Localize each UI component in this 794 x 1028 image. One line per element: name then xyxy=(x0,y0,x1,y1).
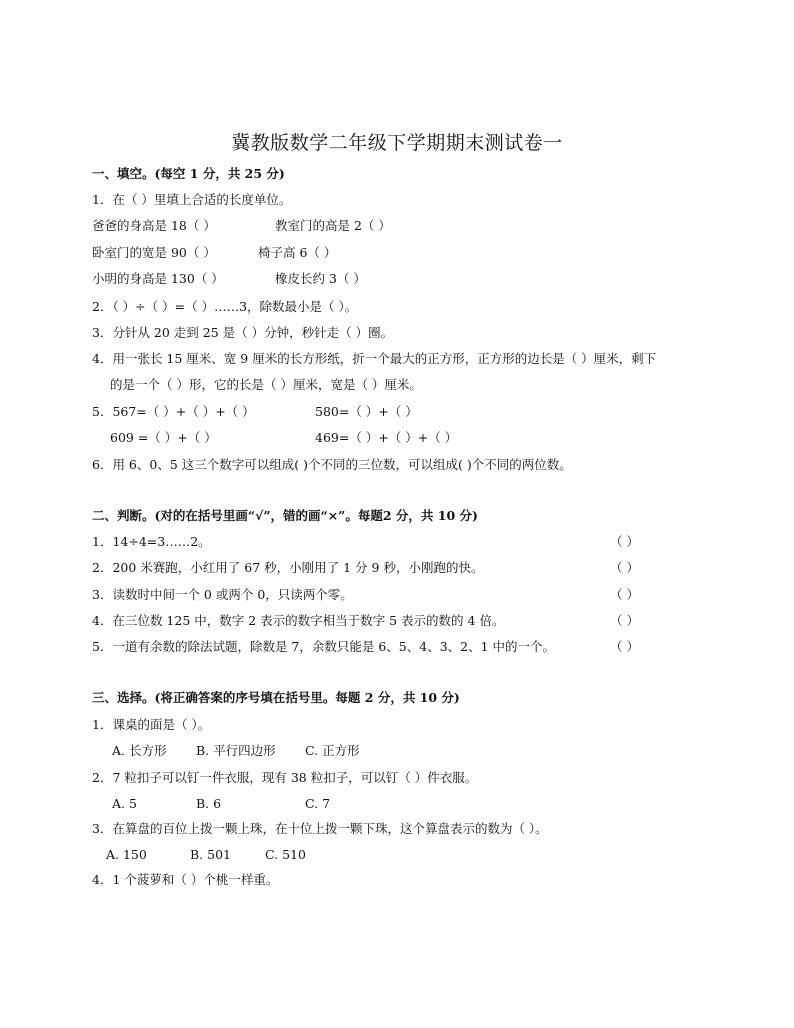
answer-parens: （ ） xyxy=(610,639,639,654)
s1-question-4-line2: 的是一个（ ）形，它的长是（ ）厘米，宽是（ ）厘米。 xyxy=(110,377,422,392)
s2-statement: 4．在三位数 125 中，数字 2 表示的数字相当于数字 5 表示的数的 4 倍。 xyxy=(92,613,505,628)
s1-question-1: 1．在（ ）里填上合适的长度单位。 xyxy=(92,192,292,207)
s1-question-6: 6．用 6、0、5 这三个数字可以组成( )个不同的三位数，可以组成( )个不同的两位数。 xyxy=(92,457,572,472)
s1-q1-item: 椅子高 6（ ） xyxy=(258,245,337,260)
section1-heading: 一、填空。(每空 1 分，共 25 分) xyxy=(92,166,285,181)
s2-statement: 3．读数时中间一个 0 或两个 0，只读两个零。 xyxy=(92,587,353,602)
section3-heading: 三、选择。(将正确答案的序号填在括号里。每题 2 分，共 10 分) xyxy=(92,690,460,705)
page-title: 冀教版数学二年级下学期期末测试卷一 xyxy=(231,132,563,154)
section2-heading: 二、判断。(对的在括号里画“√”，错的画“×”。每题2 分，共 10 分) xyxy=(92,508,478,523)
s1-question-4-line1: 4．用一张长 15 厘米、宽 9 厘米的长方形纸，折一个最大的正方形，正方形的边长是（ ）厘米，剩下 xyxy=(92,351,657,366)
s3-option: A. 150 xyxy=(106,847,147,862)
s3-option: B. 平行四边形 xyxy=(196,743,276,758)
s1-q1-item: 教室门的高是 2（ ） xyxy=(275,218,391,233)
s3-option: C. 正方形 xyxy=(305,743,360,758)
s1-question-5-item: 609 =（ ）+（ ） xyxy=(110,430,217,445)
answer-parens: （ ） xyxy=(610,587,639,602)
s3-option: A. 5 xyxy=(112,796,137,811)
answer-parens: （ ） xyxy=(610,560,639,575)
s1-question-2: 2．（ ）÷（ ）=（ ）……3，除数最小是（ ）。 xyxy=(92,299,358,314)
s1-q1-item: 橡皮长约 3（ ） xyxy=(275,271,366,286)
answer-parens: （ ） xyxy=(610,534,639,549)
s3-question-4: 4．1 个菠萝和（ ）个桃一样重。 xyxy=(92,872,279,887)
s2-statement: 5．一道有余数的除法试题，除数是 7，余数只能是 6、5、4、3、2、1 中的一个。 xyxy=(92,639,556,654)
s3-option: A. 长方形 xyxy=(112,743,167,758)
s3-option: B. 501 xyxy=(190,847,231,862)
s1-q1-item: 爸爸的身高是 18（ ） xyxy=(92,218,216,233)
s1-question-3: 3．分针从 20 走到 25 是（ ）分钟，秒针走（ ）圈。 xyxy=(92,325,394,340)
s1-question-5-item: 469=（ ）+（ ）+（ ） xyxy=(315,430,458,445)
s3-option: C. 7 xyxy=(305,796,331,811)
s3-question-1: 1．课桌的面是（ ）。 xyxy=(92,717,211,732)
s3-question-2: 2．7 粒扣子可以钉一件衣服，现有 38 粒扣子，可以钉（ ）件衣服。 xyxy=(92,770,478,785)
answer-parens: （ ） xyxy=(610,613,639,628)
s3-option: C. 510 xyxy=(265,847,306,862)
s1-question-5-item: 580=（ ）+（ ） xyxy=(315,404,418,419)
s1-q1-item: 卧室门的宽是 90（ ） xyxy=(92,245,216,260)
s2-statement: 1．14÷4=3……2。 xyxy=(92,534,211,549)
s2-statement: 2．200 米赛跑，小红用了 67 秒，小刚用了 1 分 9 秒，小刚跑的快。 xyxy=(92,560,484,575)
s1-question-5-item: 5．567=（ ）+（ ）+（ ） xyxy=(92,404,255,419)
s3-question-3: 3．在算盘的百位上拨一颗上珠，在十位上拨一颗下珠，这个算盘表示的数为（ ）。 xyxy=(92,821,548,836)
s3-option: B. 6 xyxy=(196,796,222,811)
s1-q1-item: 小明的身高是 130（ ） xyxy=(92,271,224,286)
